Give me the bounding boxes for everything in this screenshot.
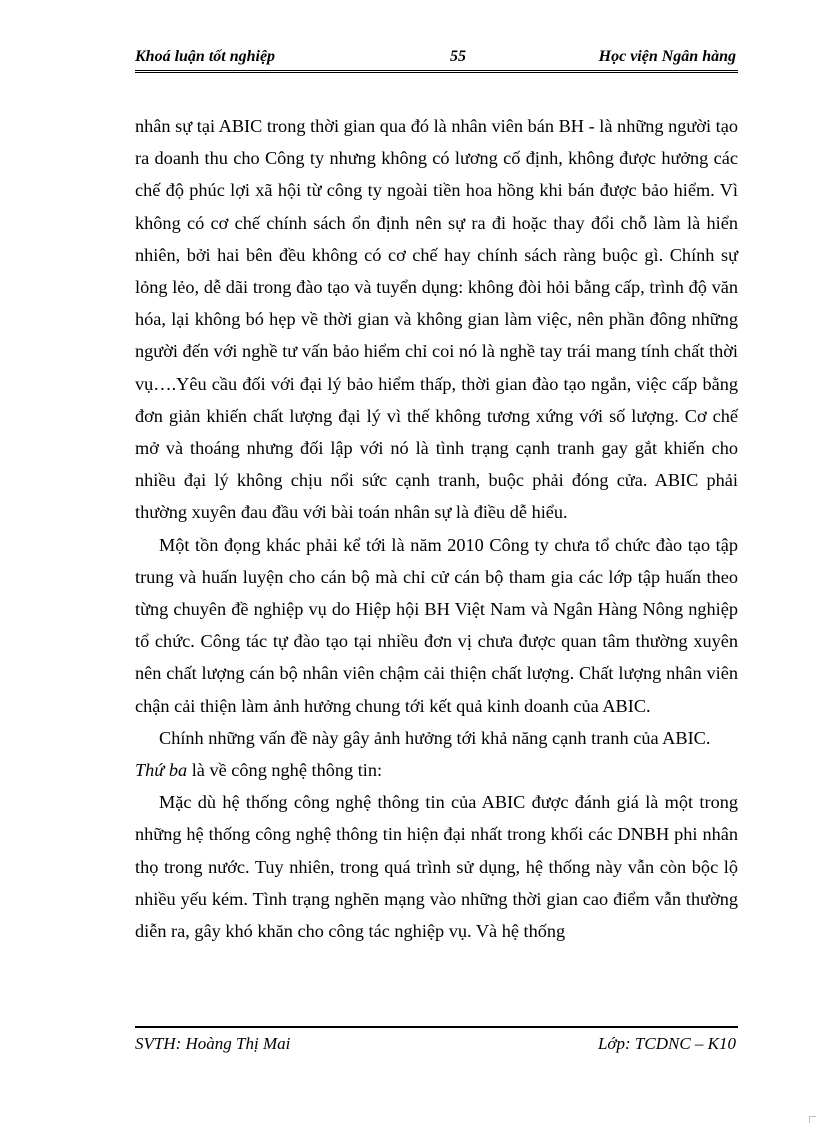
footer-class: Lớp: TCDNC – K10: [597, 1034, 736, 1053]
paragraph-1: nhân sự tại ABIC trong thời gian qua đó là nhân viên bán BH - là những người tạo ra doanh thu cho Công ty nhưng không có lương cố định, không được hưởng các chế độ phúc lợi xã hội từ công ty ngoài tiền hoa hồng khi bán được bảo hiểm. Vì không có cơ chế chính sách ổn định nên sự ra đi hoặc thay đổi chỗ làm là hiển nhiên, bởi hai bên đều không có cơ chế hay chính sách ràng buộc gì. Chính sự lỏng lẻo, dễ dãi trong đào tạo và tuyển dụng: không đòi hỏi bằng cấp, trình độ văn hóa, lại không bó hẹp về thời gian và không gian làm việc, nên phần đông những người đến với nghề tư vấn bảo hiểm chỉ coi nó là nghề tay trái mang tính chất thời vụ….Yêu cầu đối với đại lý bảo hiểm thấp, thời gian đào tạo ngắn, việc cấp bằng đơn giản khiến chất lượng đại lý vì thế không tương xứng với số lượng. Cơ chế mở và thoáng nhưng đối lập với nó là tình trạng cạnh tranh gay gắt khiến cho nhiều đại lý không chịu nổi sức cạnh tranh, buộc phải đóng cửa. ABIC phải thường xuyên đau đầu với bài toán nhân sự là điều dễ hiểu.: [135, 116, 738, 523]
header-page-number: 55: [450, 48, 466, 65]
page-header: [135, 48, 738, 73]
paragraph-5: Mặc dù hệ thống công nghệ thông tin của ABIC được đánh giá là một trong những hệ thống công nghệ thông tin hiện đại nhất trong khối các DNBH phi nhân thọ trong nước. Tuy nhiên, trong quá trình sử dụng, hệ thống này vẫn còn bộc lộ nhiều yếu kém. Tình trạng nghẽn mạng vào những thời gian cao điểm vẫn thường diễn ra, gây khó khăn cho công tác nghiệp vụ. Và hệ thống: [135, 792, 738, 942]
header-thesis-title: Khoá luận tốt nghiệp: [135, 48, 276, 65]
paragraph-4-emphasis: Thứ ba: [135, 760, 188, 781]
paragraph-4: [135, 754, 738, 786]
document-body: [135, 110, 738, 947]
paragraph-4-text: là về công nghệ thông tin:: [187, 760, 383, 781]
paragraph-3: Chính những vấn đề này gây ảnh hưởng tới khả năng cạnh tranh của ABIC.: [159, 727, 711, 748]
paragraph-2: Một tồn đọng khác phải kể tới là năm 2010 Công ty chưa tổ chức đào tạo tập trung và huấn luyện cho cán bộ mà chỉ cử cán bộ tham gia các lớp tập huấn theo từng chuyên đề nghiệp vụ do Hiệp hội BH Việt Nam và Ngân Hàng Nông nghiệp tổ chức. Công tác tự đào tạo tại nhiều đơn vị chưa được quan tâm thường xuyên nên chất lượng cán bộ nhân viên chậm cải thiện chất lượng. Chất lượng nhân viên chận cải thiện làm ảnh hưởng chung tới kết quả kinh doanh của ABIC.: [135, 534, 738, 716]
corner-crop-mark: [809, 1116, 816, 1123]
footer-divider: [135, 1026, 738, 1028]
header-institution: Học viện Ngân hàng: [598, 48, 736, 65]
footer-author: SVTH: Hoàng Thị Mai: [135, 1034, 291, 1053]
page-footer: [135, 1034, 738, 1056]
